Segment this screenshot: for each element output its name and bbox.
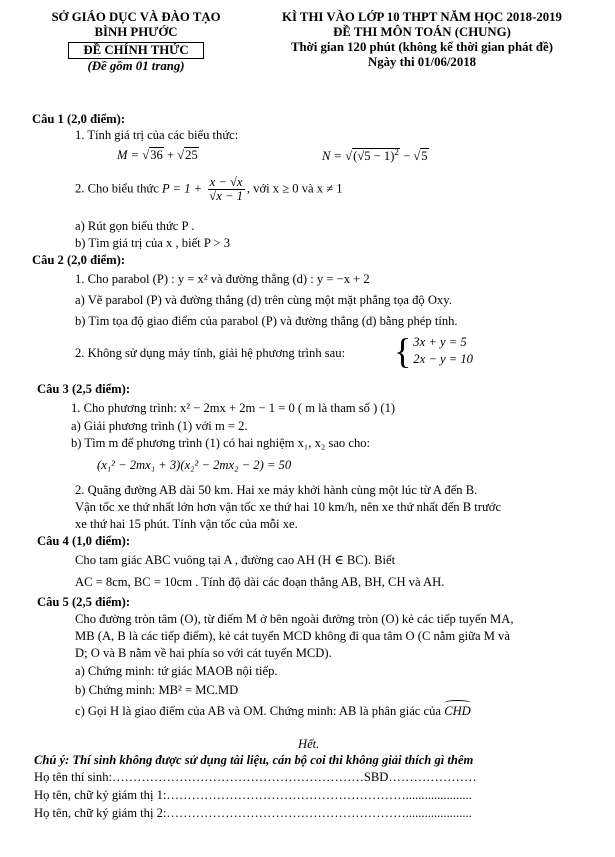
q3-b: b) Tìm m để phương trình (1) có hai nghiệm x₁, x₂ sao cho:: [71, 436, 371, 450]
q3-part1: 1. Cho phương trình: x² − 2mx + 2m − 1 = 0 ( m là tham số ) (1): [71, 401, 396, 415]
q4-title: Câu 4 (1,0 điểm):: [37, 534, 131, 548]
q5-a: a) Chứng minh: tứ giác MAOB nội tiếp.: [75, 664, 278, 678]
exam-title: KÌ THI VÀO LỚP 10 THPT NĂM HỌC 2018-2019: [282, 10, 562, 24]
q3-part2-line3: xe thứ hai 15 phút. Tính vận tốc của mỗi xe.: [75, 517, 298, 531]
q2-part1: 1. Cho parabol (P) : y = x² và đường thẳng (d) : y = −x + 2: [75, 272, 370, 286]
q5-line1: Cho đường tròn tâm (O), từ điểm M ở bên ngoài đường tròn (O) kẻ các tiếp tuyến MA,: [75, 612, 514, 626]
invigilator1-line: Họ tên, chữ ký giám thị 1:………………………………………………….....................: [34, 788, 472, 802]
q2-part2: 2. Không sử dụng máy tính, giải hệ phương trình sau:: [75, 346, 346, 360]
q5-line3: D; O và B nằm về hai phía so với cát tuyến MCD).: [75, 646, 332, 660]
q1-part2: 2. Cho biểu thức P = 1 + $\frac{x - √x}{√x - 1}$ , với x ≥ 0 và x ≠ 1: [75, 175, 343, 203]
q5-title: Câu 5 (2,5 điểm):: [37, 595, 131, 609]
q1-expr-N: $N = √(√5 - 1)^2 - √5$: [322, 147, 428, 164]
q1-title: Câu 1 (2,0 điểm):: [32, 112, 126, 126]
time-allowed: Thời gian 120 phút (không kể thời gian phát đề): [290, 40, 553, 54]
q2-a: a) Vẽ parabol (P) và đường thẳng (d) trên cùng một mặt phẳng tọa độ Oxy.: [75, 293, 452, 307]
arc-CHD: CHD: [444, 704, 471, 718]
q4-line1: Cho tam giác ABC vuông tại A , đường cao AH (H ∈ BC). Biết: [75, 553, 396, 567]
q1-part1: 1. Tính giá trị của các biểu thức:: [75, 128, 239, 142]
equation-system: { 3x + y = 5 2x − y = 10: [394, 331, 473, 371]
p-fraction: $\frac{x - √x}{√x - 1}$: [209, 175, 243, 203]
q3-equation: (x₁² − 2mx₁ + 3)(x₂² − 2mx₂ − 2) = 50: [97, 458, 292, 472]
q5-b: b) Chứng minh: MB² = MC.MD: [75, 683, 239, 697]
q4-line2: AC = 8cm, BC = 10cm . Tính độ dài các đoạn thẳng AB, BH, CH và AH.: [75, 575, 445, 589]
candidate-name-line: Họ tên thí sinh:……………………………………………………SBD…………………: [34, 770, 477, 784]
province-name: BÌNH PHƯỚC: [94, 25, 178, 39]
system-eq1: 3x + y = 5: [413, 335, 467, 349]
q5-line2: MB (A, B là các tiếp điểm), kẻ cát tuyến MCD không đi qua tâm O (C nằm giữa M và: [75, 629, 510, 643]
q3-part2-line2: Vận tốc xe thứ nhất lớn hơn vận tốc xe thứ hai 10 km/h, nên xe thứ nhất đến B trước: [75, 500, 502, 514]
subject-title: ĐỀ THI MÔN TOÁN (CHUNG): [333, 25, 511, 39]
exam-date: Ngày thi 01/06/2018: [367, 55, 477, 69]
q2-title: Câu 2 (2,0 điểm):: [32, 253, 126, 267]
system-eq2: 2x − y = 10: [413, 352, 473, 366]
q1-expr-M: M = √36 + √25: [117, 148, 198, 162]
header-left: [28, 10, 244, 74]
q3-a: a) Giải phương trình (1) với m = 2.: [71, 419, 248, 433]
header-right: [236, 10, 608, 70]
q3-part2-line1: 2. Quãng đường AB dài 50 km. Hai xe máy khởi hành cùng một lúc từ A đến B.: [75, 483, 478, 497]
q1-a: a) Rút gọn biểu thức P .: [75, 219, 195, 233]
q1-b: b) Tìm giá trị của x , biết P > 3: [75, 236, 231, 250]
q2-b: b) Tìm tọa độ giao điểm của parabol (P) và đường thẳng (d) bằng phép tính.: [75, 314, 458, 328]
footer-note: Chú ý: Thí sinh không được sử dụng tài liệu, cán bộ coi thi không giải thích gì thêm: [34, 753, 474, 767]
department-name: SỞ GIÁO DỤC VÀ ĐÀO TẠO: [51, 10, 221, 24]
q5-c: c) Gọi H là giao điểm của AB và OM. Chứng minh: AB là phân giác của CHD: [75, 704, 471, 718]
invigilator2-line: Họ tên, chữ ký giám thị 2:………………………………………………….....................: [34, 806, 472, 820]
q3-title: Câu 3 (2,5 điểm):: [37, 382, 131, 396]
official-label: ĐỀ CHÍNH THỨC: [68, 42, 203, 59]
pages-note: (Đề gồm 01 trang): [87, 59, 185, 73]
end-mark: Hết.: [298, 737, 320, 751]
